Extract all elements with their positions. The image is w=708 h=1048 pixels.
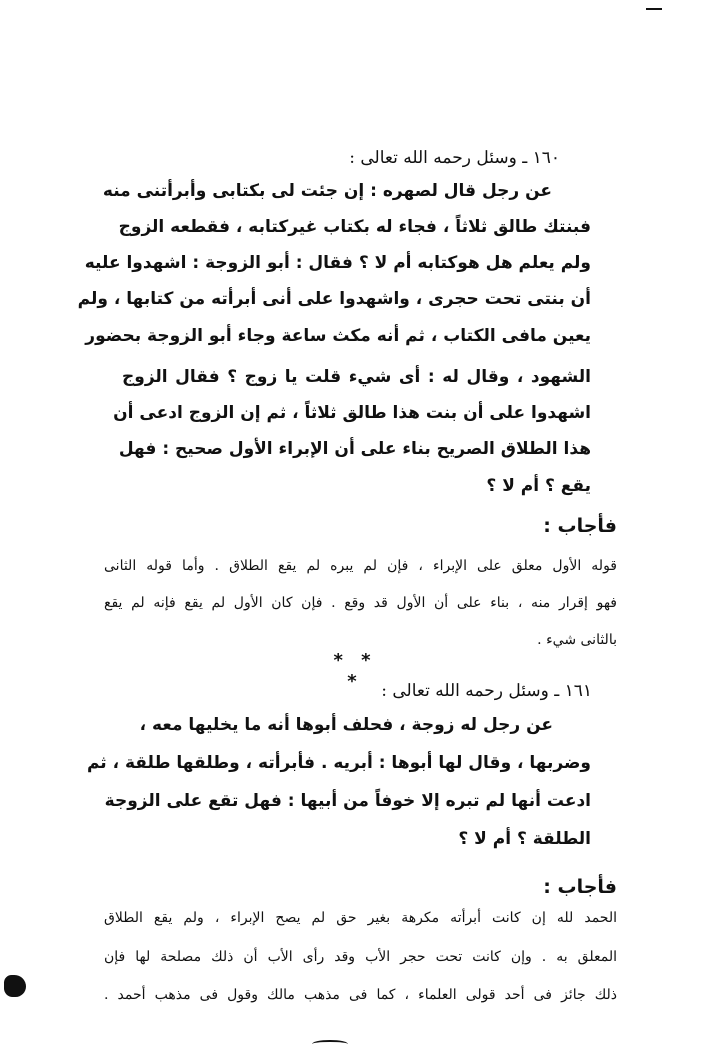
question-161-line-4: الطلقة ؟ أم لا ؟ [458, 829, 591, 849]
answer-161-line-3: ذلك جائز فى أحد قولى العلماء ، كما فى مذهب مالك وقول فى مذهب أحمد . [104, 987, 617, 1003]
answer-161-line-2: المعلق به . وإن كانت تحت حجر الأب وقد رأى الأب أن ذلك مصلحة لها فإن [104, 949, 617, 965]
answer-160-line-1: قوله الأول معلق على الإبراء ، فإن لم يبره لم يقع الطلاق . وأما قوله الثانى [104, 558, 617, 574]
page-bottom-mark [312, 1040, 348, 1048]
answer-161-line-1: الحمد لله إن كانت أبرأته مكرهة بغير حق لم يصح الإبراء ، ولم يقع الطلاق [104, 910, 617, 926]
answer-160-line-3: بالثانى شيء . [537, 632, 617, 648]
question-160-line-9: يقع ؟ أم لا ؟ [486, 476, 591, 496]
question-160-line-1: عن رجل قال لصهره : إن جئت لى بكتابى وأبرأتنى منه [102, 181, 552, 201]
question-160-line-7: اشهدوا على أن بنت هذا طالق ثلاثاً ، ثم إن الزوج ادعى أن [113, 403, 591, 423]
question-160-line-4: أن بنتى تحت حجرى ، واشهدوا على أنى أبرأته من كتابها ، ولم [77, 289, 591, 309]
question-160-line-3: ولم يعلم هل هوكتابه أم لا ؟ فقال : أبو الزوجة : اشهدوا عليه [84, 253, 591, 273]
question-160-line-2: فبنتك طالق ثلاثاً ، فجاء له بكتاب غيركتابه ، فقطعه الزوج [118, 217, 591, 237]
answer-161-label: فأجاب : [543, 876, 617, 898]
scan-blot [4, 975, 26, 997]
question-160-line-5: يعين مافى الكتاب ، ثم أنه مكث ساعة وجاء أبو الزوجة بحضور [85, 326, 591, 346]
question-161-line-3: ادعت أنها لم تبره إلا خوفاً من أبيها : فهل تقع على الزوجة [104, 791, 591, 811]
question-160-line-6: الشهود ، وقال له : أى شيء قلت يا زوج ؟ فقال الزوج [122, 367, 591, 387]
corner-mark [646, 8, 662, 10]
section-separator: * * * [333, 650, 377, 692]
answer-160-line-2: فهو إقرار منه ، بناء على أن الأول قد وقع . فإن كان الأول لم يقع فإنه لم يقع [104, 595, 617, 611]
question-160-line-8: هذا الطلاق الصريح بناء على أن الإبراء الأول صحيح : فهل [118, 439, 591, 459]
answer-160-label: فأجاب : [543, 515, 617, 537]
question-160-heading: ١٦٠ ـ وسئل رحمه الله تعالى : [349, 148, 560, 168]
question-161-line-1: عن رجل له زوجة ، فحلف أبوها أنه ما يخليها معه ، [139, 715, 553, 735]
question-161-heading: ١٦١ ـ وسئل رحمه الله تعالى : [381, 681, 592, 701]
question-161-line-2: وضربها ، وقال لها أبوها : أبريه . فأبرأته ، وطلقها طلقة ، ثم [86, 753, 591, 773]
